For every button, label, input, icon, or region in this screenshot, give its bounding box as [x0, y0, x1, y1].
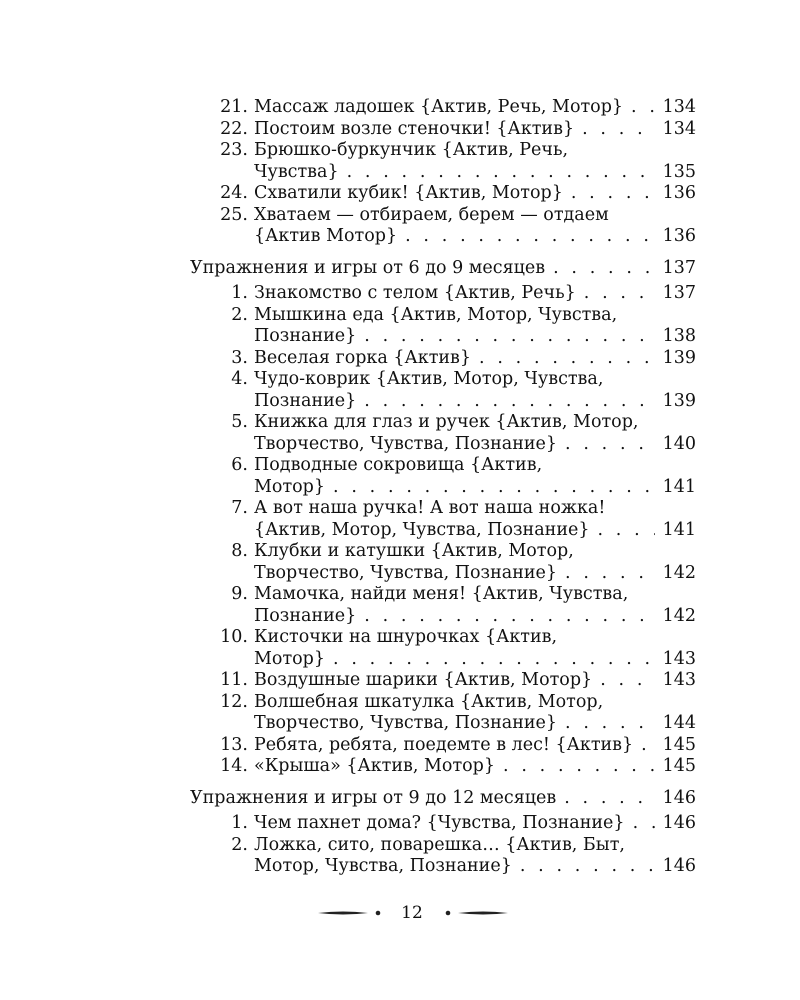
toc-entry-number: 8. [231, 541, 248, 561]
toc-entry-title: Схватили кубик! {Актив, Мотор} [254, 183, 563, 203]
toc-entry-title: Воздушные шарики {Актив, Мотор} [254, 670, 593, 690]
toc-entry-number: 2. [231, 834, 248, 855]
toc-entry-title: {Актив Мотор} [254, 226, 398, 246]
toc-entry-number: 22. [220, 118, 248, 139]
toc-entry-title: Мотор} [254, 476, 326, 497]
toc-entry-title: Мышкина еда {Актив, Мотор, Чувства, [254, 304, 618, 325]
toc-entry-title: Познание} [254, 390, 357, 411]
toc-entry-line [0, 691, 800, 713]
dot-leader [347, 161, 655, 183]
toc-page-number: 146 [662, 813, 696, 833]
toc-entry-title: Хватаем — отбираем, берем — отдаем [254, 204, 609, 225]
dot-leader [364, 605, 655, 627]
toc-page-number: 137 [662, 283, 696, 303]
dot-leader [479, 347, 655, 369]
dot-leader [364, 325, 655, 347]
toc-entry-number: 2. [231, 304, 248, 325]
toc-entry-line [0, 562, 800, 584]
toc-entry-line [0, 204, 800, 226]
toc-entry-number: 9. [231, 584, 248, 604]
toc-entry-title: «Крыша» {Актив, Мотор} [254, 756, 496, 776]
toc-entry-line [0, 626, 800, 648]
toc-entry-title: Клубки и катушки {Актив, Мотор, [254, 541, 574, 561]
toc-page-number: 141 [662, 476, 696, 497]
toc-page-number: 136 [662, 226, 696, 246]
toc-entry-title: Ложка, сито, поварешка… {Актив, Быт, [254, 834, 625, 855]
toc-entry-title: Книжка для глаз и ручек {Актив, Мотор, [254, 412, 639, 432]
toc-page-number: 145 [662, 734, 696, 755]
toc-entry-line [0, 161, 800, 183]
toc-entry-number: 14. [220, 756, 248, 776]
toc-entry-number: 1. [231, 283, 248, 303]
dot-leader [600, 669, 655, 691]
dot-leader [582, 118, 655, 140]
toc-entry-number: 5. [231, 412, 248, 432]
dot-leader [333, 648, 655, 670]
toc-page-number: 142 [662, 562, 696, 583]
toc-entry-title: Творчество, Чувства, Познание} [254, 433, 558, 454]
toc-page-number: 137 [662, 257, 696, 278]
toc-entry-line [0, 812, 800, 834]
toc-entry-number: 7. [231, 498, 248, 518]
toc-entry-line [0, 433, 800, 455]
toc-entry-title: Брюшко-буркунчик {Актив, Речь, [254, 140, 569, 160]
toc-entry-line [0, 96, 800, 118]
toc-page-number: 136 [662, 183, 696, 203]
toc-entry-title: Веселая горка {Актив} [254, 347, 472, 368]
toc-page-number: 145 [662, 756, 696, 776]
toc-entry-title: Мотор, Чувства, Познание} [254, 856, 512, 876]
toc-entry-title: Знакомство с телом {Актив, Речь} [254, 283, 576, 303]
toc-entry-line [0, 454, 800, 476]
toc-page-number: 135 [662, 161, 696, 182]
toc-page-number: 139 [662, 390, 696, 411]
toc-section-title: Упражнения и игры от 6 до 9 месяцев [190, 257, 546, 278]
toc-entry-number: 13. [220, 734, 248, 755]
toc-entry-number: 1. [231, 813, 248, 833]
toc-entry-title: Мамочка, найди меня! {Актив, Чувства, [254, 584, 629, 604]
toc-page-number: 141 [662, 519, 696, 540]
toc-entry-title: Познание} [254, 326, 357, 346]
toc-entry-title: Подводные сокровища {Актив, [254, 455, 543, 475]
toc-entry-line [0, 476, 800, 498]
toc-page-number: 146 [662, 856, 696, 876]
toc-entry-title: Творчество, Чувства, Познание} [254, 562, 558, 583]
toc-entry-number: 12. [220, 691, 248, 712]
toc-entry-line [0, 282, 800, 304]
dot-leader [503, 755, 655, 777]
toc-entry-title: Кисточки на шнурочках {Актив, [254, 627, 558, 647]
toc-entry-title: Волшебная шкатулка {Актив, Мотор, [254, 691, 604, 712]
dot-leader [571, 182, 655, 204]
page-number: 12 [401, 903, 423, 923]
toc-entry-number: 11. [220, 670, 248, 690]
toc-section-heading [0, 257, 800, 279]
toc-section-title: Упражнения и игры от 9 до 12 месяцев [190, 787, 557, 808]
toc-entry-number: 3. [231, 347, 248, 368]
toc-entry-line [0, 669, 800, 691]
dot-leader [553, 257, 655, 279]
toc-entry-title: Чувства} [254, 161, 339, 182]
dot-leader [520, 855, 655, 877]
toc-entry-title: Мотор} [254, 648, 326, 669]
toc-page-number: 143 [662, 670, 696, 690]
toc-entry-line [0, 411, 800, 433]
dot-leader [565, 562, 655, 584]
ornament-left-icon [318, 908, 386, 918]
toc-entry-line [0, 347, 800, 369]
toc-entry-number: 25. [220, 204, 248, 225]
toc-entry-number: 24. [220, 183, 248, 203]
dot-leader [597, 519, 655, 541]
toc-entry-line [0, 755, 800, 777]
toc-page-number: 134 [662, 97, 696, 117]
toc-entry-number: 10. [220, 627, 248, 647]
toc-entry-title: А вот наша ручка! А вот наша ножка! [254, 498, 606, 518]
toc-entry-line [0, 712, 800, 734]
toc-entry-line [0, 583, 800, 605]
toc-entry-line [0, 734, 800, 756]
toc-entry-line [0, 118, 800, 140]
toc-entry-title: Чем пахнет дома? {Чувства, Познание} [254, 813, 625, 833]
toc-entry-title: Массаж ладошек {Актив, Речь, Мотор} [254, 97, 624, 117]
toc-entry-line [0, 605, 800, 627]
toc-entry-number: 6. [231, 455, 248, 475]
toc-page-number: 134 [662, 118, 696, 139]
dot-leader [565, 712, 655, 734]
dot-leader [584, 282, 655, 304]
toc-entry-title: {Актив, Мотор, Чувства, Познание} [254, 519, 590, 540]
toc-entry-number: 23. [220, 140, 248, 160]
toc-entry-title: Постоим возле стеночки! {Актив} [254, 118, 575, 139]
toc-entry-line [0, 139, 800, 161]
page-footer [0, 902, 800, 924]
dot-leader [564, 787, 655, 809]
toc-page-number: 138 [662, 326, 696, 346]
toc-entry-line [0, 540, 800, 562]
toc-page-number: 142 [662, 605, 696, 626]
dot-leader [405, 225, 655, 247]
toc-entry-title: Чудо-коврик {Актив, Мотор, Чувства, [254, 369, 604, 389]
ornament-right-icon [440, 908, 508, 918]
toc-entry-title: Познание} [254, 605, 357, 626]
toc-entry-line [0, 519, 800, 541]
toc-entry-title: Ребята, ребята, поедемте в лес! {Актив} [254, 734, 634, 755]
toc-page-number: 139 [662, 347, 696, 368]
toc-entry-line [0, 368, 800, 390]
toc-entry-line [0, 390, 800, 412]
toc-entry-number: 4. [231, 369, 248, 389]
toc-entry-line [0, 855, 800, 877]
dot-leader [565, 433, 655, 455]
toc-entry-line [0, 304, 800, 326]
toc-entry-line [0, 834, 800, 856]
toc-page-number: 143 [662, 648, 696, 669]
toc-page-number: 144 [662, 713, 696, 733]
toc-entry-number: 21. [220, 97, 248, 117]
toc-entry-line [0, 325, 800, 347]
toc-entry-line [0, 648, 800, 670]
dot-leader [364, 390, 655, 412]
toc-entry-line [0, 182, 800, 204]
toc-page-number: 140 [662, 433, 696, 454]
toc-entry-title: Творчество, Чувства, Познание} [254, 713, 558, 733]
dot-leader [333, 476, 655, 498]
toc-section-heading [0, 787, 800, 809]
toc-entry-line [0, 225, 800, 247]
toc-page-number: 146 [662, 787, 696, 808]
toc-entry-line [0, 497, 800, 519]
